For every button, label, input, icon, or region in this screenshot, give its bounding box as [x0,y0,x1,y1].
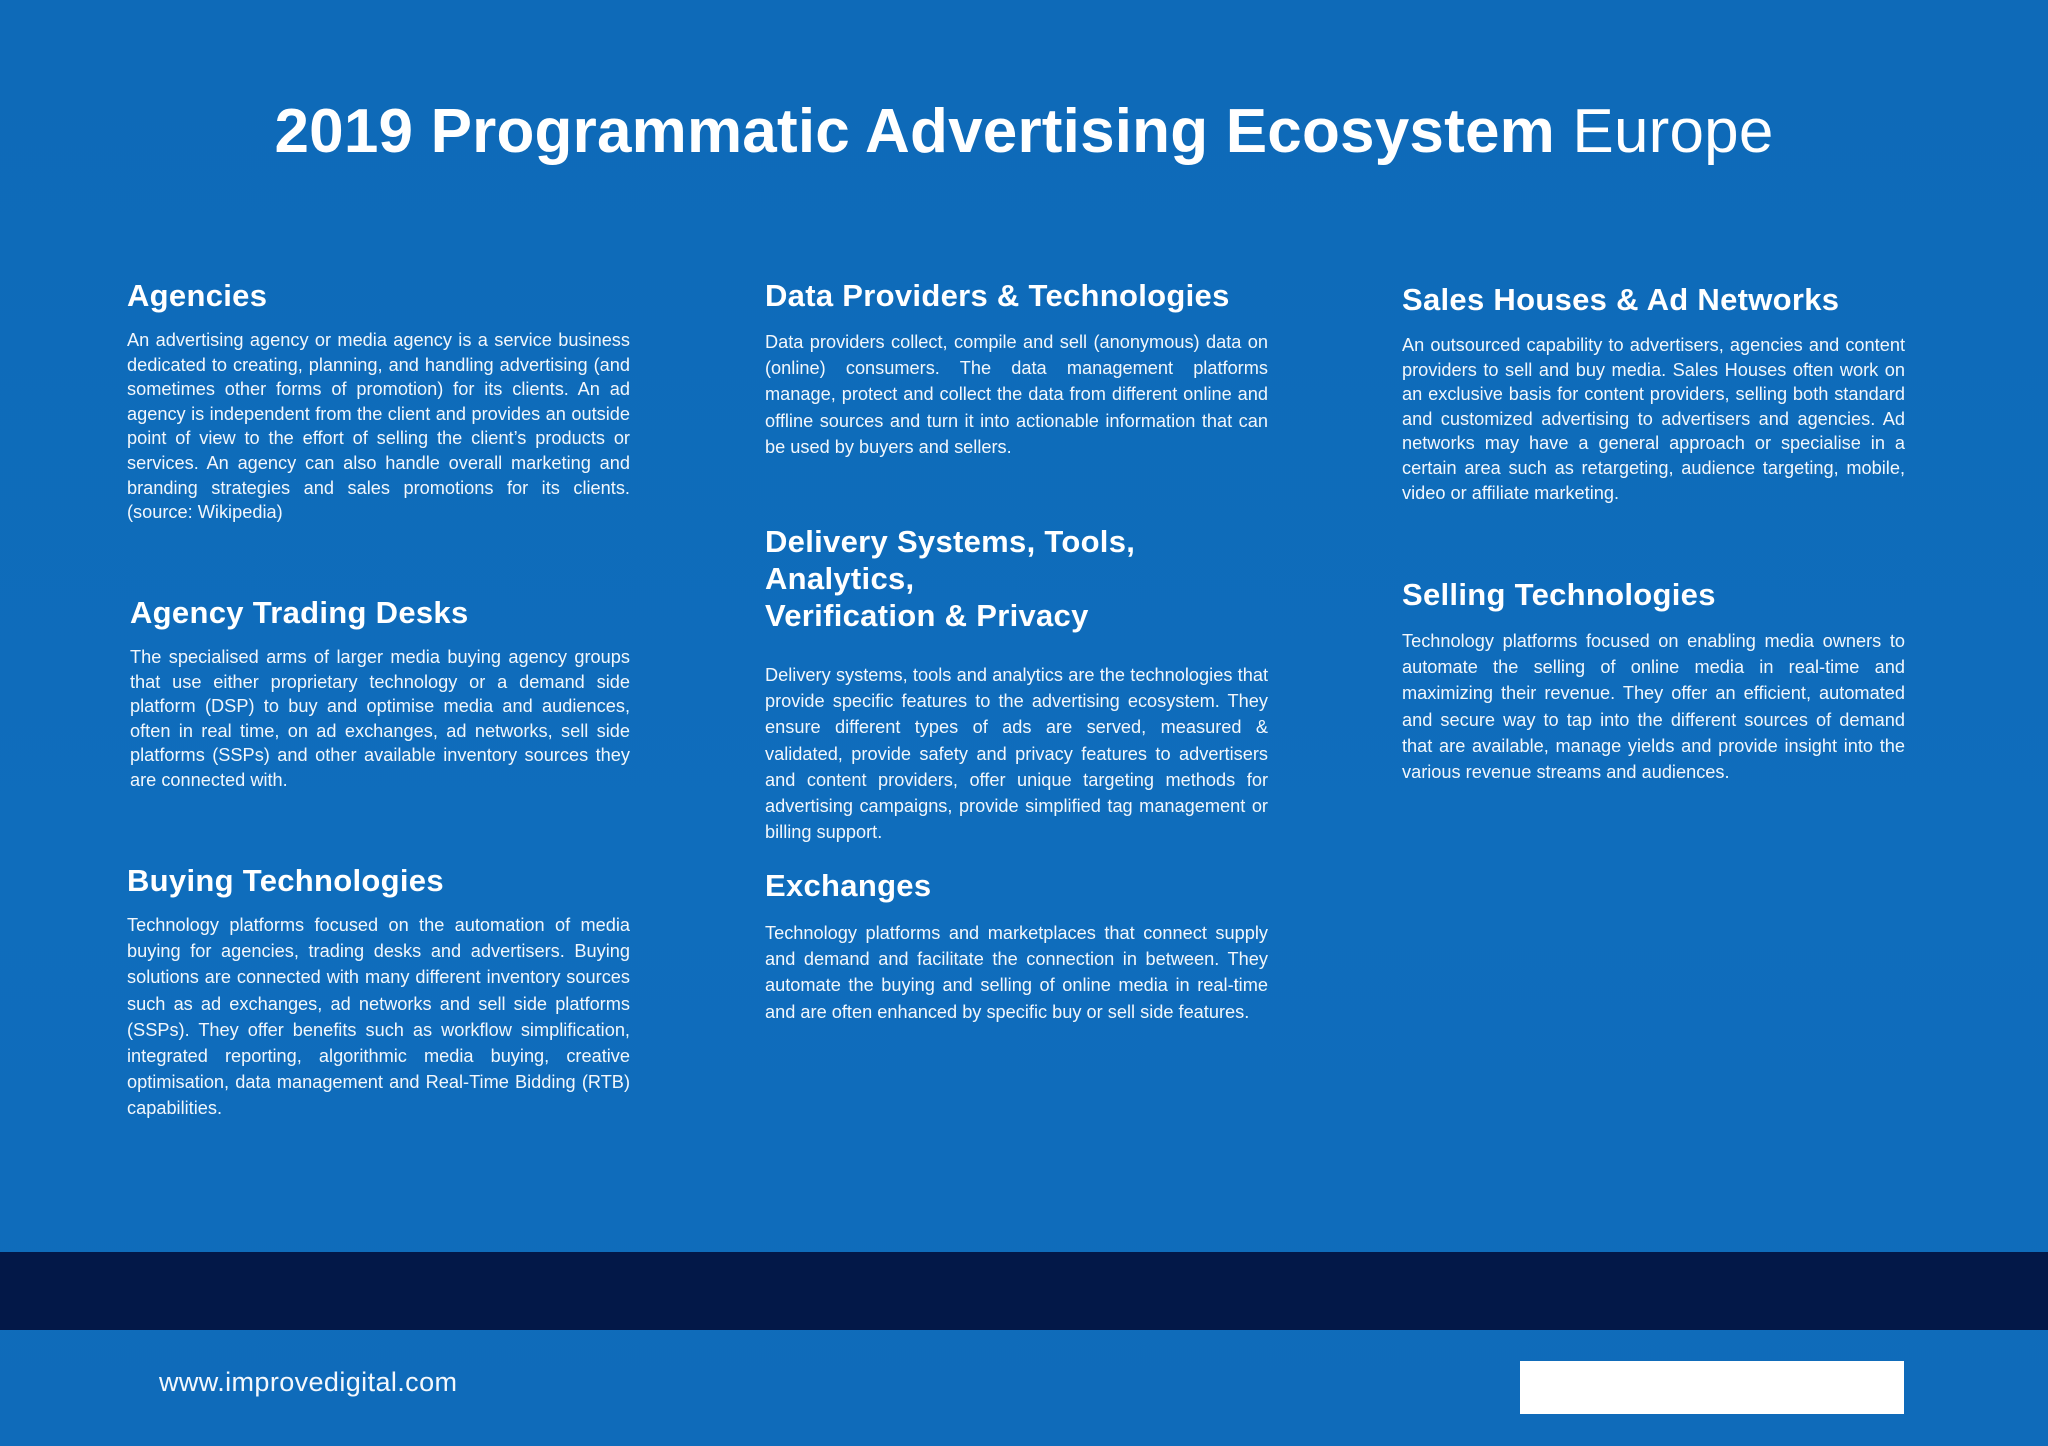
section-heading: Agencies [127,278,268,313]
section-heading-line1: Delivery Systems, Tools, Analytics, [765,524,1136,596]
section-body: The specialised arms of larger media buying agency groups that use either proprietary technology or a demand side platform (DSP) to buy and optimise media and audiences, often in real time, on ad exchanges, ad networks, sell side platforms (SSPs) and other available inventory sources they are connected with. [130,647,630,790]
section-body: Technology platforms focused on enabling media owners to automate the selling of online media in real-time and maximizing their revenue. They offer an efficient, automated and secure way to tap into the different sources of demand that are available, manage yields and provide insight into the various revenue streams and audiences. [1402,631,1905,783]
footer-website-link[interactable]: www.improvedigital.com [159,1367,458,1397]
section-heading: Selling Technologies [1402,577,1716,612]
section-buying-technologies [127,862,630,1122]
section-body: Technology platforms and marketplaces that connect supply and demand and facilitate the connection in between. They automate the buying and selling of online media in real-time and are often enhanced by specific buy or sell side features. [765,923,1268,1022]
section-delivery-systems [765,523,1268,845]
section-body: Delivery systems, tools and analytics are the technologies that provide specific features to the advertising ecosystem. They ensure different types of ads are served, measured & validated, provide safety and privacy features to advertisers and content providers, offer unique targeting methods for advertising campaigns, provide simplified tag management or billing support. [765,665,1268,843]
page-title-main: 2019 Programmatic Advertising Ecosystem [274,96,1555,166]
footer-logo-placeholder [1520,1361,1904,1414]
section-body: An advertising agency or media agency is a service business dedicated to creating, planning, and handling advertising (and sometimes other forms of promotion) for its clients. An ad agency is independent from the client and provides an outside point of view to the effort of selling the client’s products or services. An agency can also handle overall marketing and branding strategies and sales promotions for its clients. (source: Wikipedia) [127,330,630,523]
page-title-region: Europe [1572,96,1774,166]
section-heading: Exchanges [765,868,932,903]
footer-band [0,1252,2048,1330]
section-heading: Sales Houses & Ad Networks [1402,282,1840,317]
section-agency-trading-desks [127,594,630,793]
section-agencies [127,277,630,525]
section-data-providers [765,277,1268,460]
section-heading-line2: Verification & Privacy [765,598,1089,633]
section-heading [765,523,1268,634]
section-body: Data providers collect, compile and sell (anonymous) data on (online) consumers. The data management platforms manage, protect and collect the data from different online and offline sources and turn it into actionable information that can be used by buyers and sellers. [765,332,1268,457]
section-body: Technology platforms focused on the automation of media buying for agencies, trading desks and advertisers. Buying solutions are connected with many different inventory sources such as ad exchanges, ad networks and sell side platforms (SSPs). They offer benefits such as workflow simplification, integrated reporting, algorithmic media buying, creative optimisation, data management and Real-Time Bidding (RTB) capabilities. [127,915,630,1119]
section-heading: Data Providers & Technologies [765,278,1230,313]
section-selling-technologies [1402,576,1905,785]
section-body: An outsourced capability to advertisers, agencies and content providers to sell and buy media. Sales Houses often work on an exclusive basis for content providers, selling both standard and customized advertising to advertisers and agencies. Ad networks may have a general approach or specialise in a certain area such as retargeting, audience targeting, mobile, video or affiliate marketing. [1402,335,1905,503]
section-heading: Buying Technologies [127,863,444,898]
section-exchanges [765,867,1268,1025]
section-sales-houses [1402,281,1905,505]
section-heading: Agency Trading Desks [130,595,469,630]
page-title [0,90,2048,174]
